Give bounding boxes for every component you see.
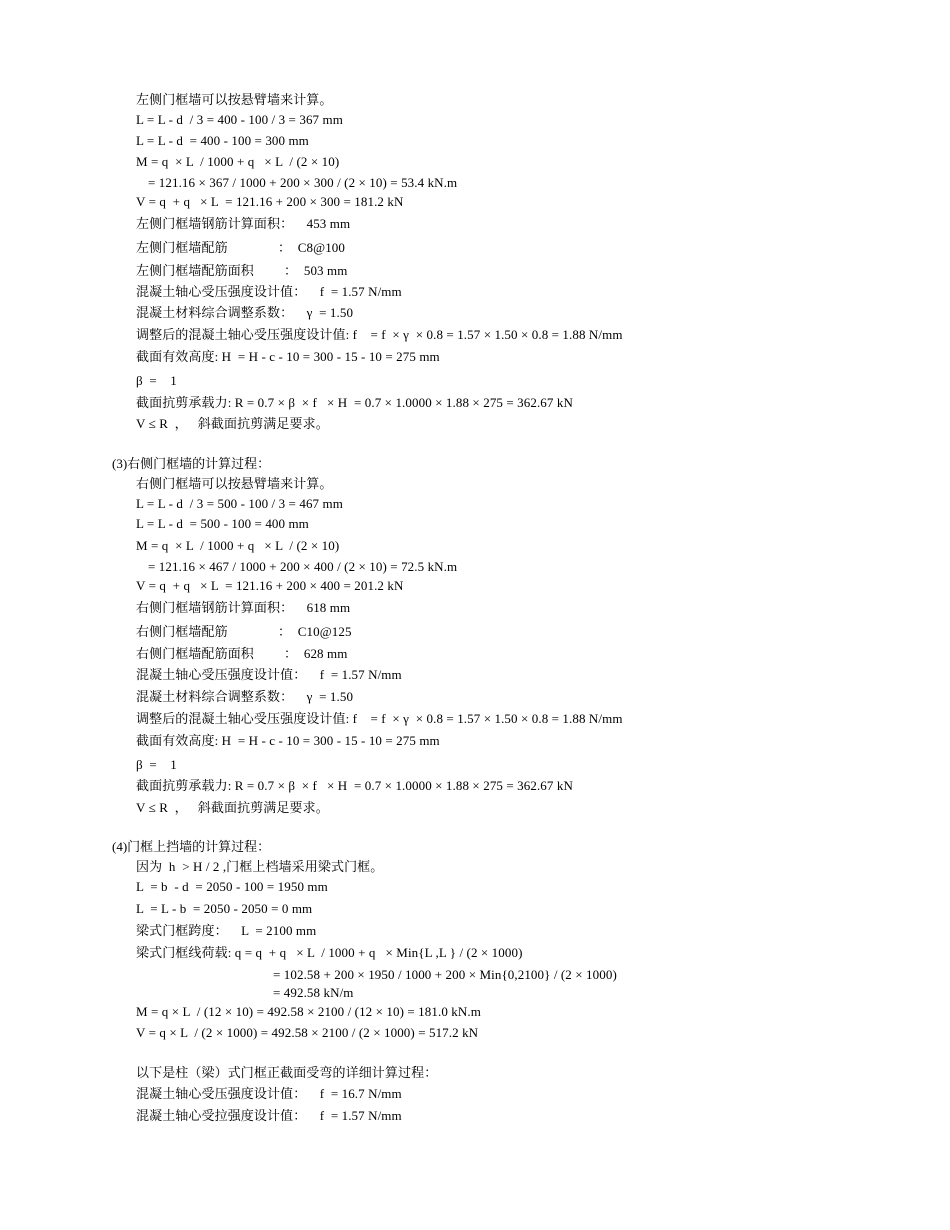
right-wall-heading: (3)右侧门框墙的计算过程：: [112, 456, 271, 471]
right-wall-ftd: 调整后的混凝土轴心受压强度设计值: f = f × γ × 0.8 = 1.57 × 1.50 × 0.8 = 1.88 N/mm: [136, 711, 623, 726]
left-wall-intro: 左侧门框墙可以按悬臂墙来计算。: [136, 92, 333, 107]
top-wall-l2: L = L - b = 2050 - 2050 = 0 mm: [136, 901, 313, 916]
left-wall-gamma: 混凝土材料综合调整系数： γ = 1.50: [136, 305, 354, 320]
right-wall-moment-value: = 121.16 × 467 / 1000 + 200 × 400 / (2 × 10) = 72.5 kN.m: [148, 559, 458, 574]
top-wall-span: 梁式门框跨度： L = 2100 mm: [136, 923, 317, 938]
top-wall-heading: (4)门框上挡墙的计算过程：: [112, 839, 271, 854]
left-wall-ft: 混凝土轴心受压强度设计值： f = 1.57 N/mm: [136, 284, 402, 299]
right-wall-intro: 右侧门框墙可以按悬臂墙来计算。: [136, 476, 333, 491]
top-wall-load-result: = 492.58 kN/m: [273, 985, 354, 1000]
left-wall-l2: L = L - d = 400 - 100 = 300 mm: [136, 133, 309, 148]
column-frame-intro: 以下是柱（梁）式门框正截面受弯的详细计算过程：: [136, 1065, 438, 1080]
right-wall-check: V ≤ R ， 斜截面抗剪满足要求。: [136, 800, 329, 815]
left-wall-h0: 截面有效高度: H = H - c - 10 = 300 - 15 - 10 = 275 mm: [136, 349, 440, 364]
top-wall-condition: 因为 h > H / 2 ,门框上档墙采用梁式门框。: [136, 859, 384, 874]
top-wall-load-value: = 102.58 + 200 × 1950 / 1000 + 200 × Min{0,2100} / (2 × 1000): [273, 967, 617, 982]
column-frame-ft: 混凝土轴心受拉强度设计值： f = 1.57 N/mm: [136, 1108, 402, 1123]
left-wall-rebar-area: 左侧门框墙配筋面积 ： 503 mm: [136, 263, 348, 278]
left-wall-ftd: 调整后的混凝土轴心受压强度设计值: f = f × γ × 0.8 = 1.57 × 1.50 × 0.8 = 1.88 N/mm: [136, 327, 623, 342]
left-wall-beta: β = 1: [136, 373, 177, 388]
left-wall-rebar-calc: 左侧门框墙钢筋计算面积： 453 mm: [136, 216, 351, 231]
column-frame-fc: 混凝土轴心受压强度设计值： f = 16.7 N/mm: [136, 1086, 402, 1101]
right-wall-l1: L = L - d / 3 = 500 - 100 / 3 = 467 mm: [136, 496, 343, 511]
right-wall-beta: β = 1: [136, 757, 177, 772]
left-wall-rebar: 左侧门框墙配筋 ： C8@100: [136, 240, 345, 255]
right-wall-ft: 混凝土轴心受压强度设计值： f = 1.57 N/mm: [136, 667, 402, 682]
right-wall-h0: 截面有效高度: H = H - c - 10 = 300 - 15 - 10 = 275 mm: [136, 733, 440, 748]
left-wall-moment-value: = 121.16 × 367 / 1000 + 200 × 300 / (2 × 10) = 53.4 kN.m: [148, 175, 458, 190]
right-wall-shear: V = q + q × L = 121.16 + 200 × 400 = 201.2 kN: [136, 578, 404, 593]
right-wall-gamma: 混凝土材料综合调整系数： γ = 1.50: [136, 689, 354, 704]
left-wall-shear: V = q + q × L = 121.16 + 200 × 300 = 181.2 kN: [136, 194, 404, 209]
left-wall-resistance: 截面抗剪承载力: R = 0.7 × β × f × H = 0.7 × 1.0000 × 1.88 × 275 = 362.67 kN: [136, 395, 573, 410]
right-wall-rebar-area: 右侧门框墙配筋面积 ： 628 mm: [136, 646, 348, 661]
top-wall-moment: M = q × L / (12 × 10) = 492.58 × 2100 / (12 × 10) = 181.0 kN.m: [136, 1004, 481, 1019]
left-wall-check: V ≤ R ， 斜截面抗剪满足要求。: [136, 416, 329, 431]
top-wall-l1: L = b - d = 2050 - 100 = 1950 mm: [136, 879, 328, 894]
right-wall-resistance: 截面抗剪承载力: R = 0.7 × β × f × H = 0.7 × 1.0000 × 1.88 × 275 = 362.67 kN: [136, 778, 573, 793]
left-wall-l1: L = L - d / 3 = 400 - 100 / 3 = 367 mm: [136, 112, 343, 127]
right-wall-l2: L = L - d = 500 - 100 = 400 mm: [136, 516, 309, 531]
right-wall-rebar-calc: 右侧门框墙钢筋计算面积： 618 mm: [136, 600, 351, 615]
right-wall-moment: M = q × L / 1000 + q × L / (2 × 10): [136, 538, 340, 553]
top-wall-load: 梁式门框线荷载: q = q + q × L / 1000 + q × Min{L ,L } / (2 × 1000): [136, 945, 523, 960]
right-wall-rebar: 右侧门框墙配筋 ： C10@125: [136, 624, 352, 639]
left-wall-moment: M = q × L / 1000 + q × L / (2 × 10): [136, 154, 340, 169]
top-wall-shear: V = q × L / (2 × 1000) = 492.58 × 2100 / (2 × 1000) = 517.2 kN: [136, 1025, 479, 1040]
